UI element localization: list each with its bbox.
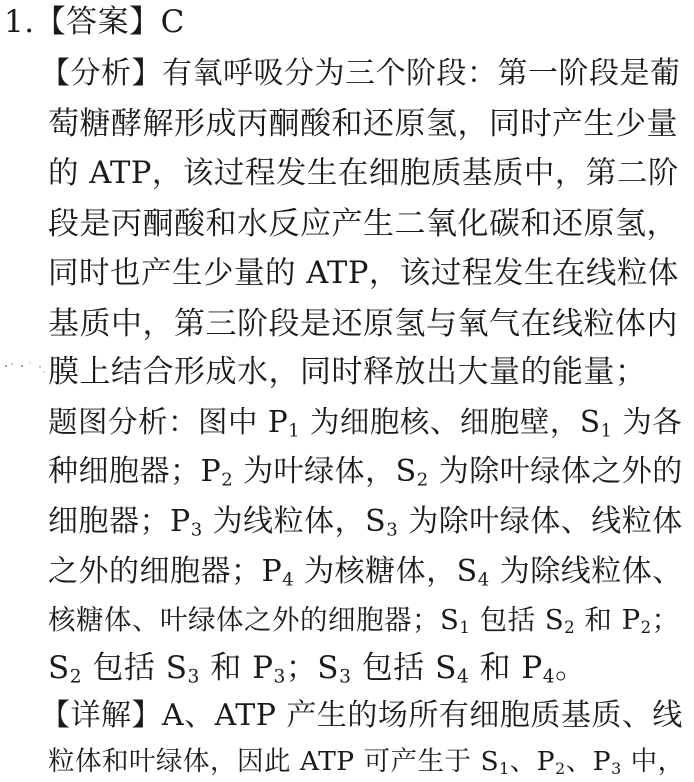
figure-analysis-line-1: [48, 402, 682, 442]
subscript: 1: [499, 758, 510, 778]
subscript: 1: [288, 421, 300, 442]
analysis-text: 基质中，第三阶段是还原氢与氧气在线粒体内: [48, 306, 678, 342]
text-run: 之外的细胞器；P: [48, 554, 283, 589]
analysis-line-3: [48, 154, 679, 194]
text-run: 粒体和叶绿体，因此 ATP 可产生于 S: [48, 746, 500, 777]
text-run: 为核糖体，S: [294, 554, 478, 589]
analysis-text: 萄糖酵解形成丙酮酸和还原氢，同时产生少量: [48, 106, 678, 142]
analysis-line-1: [40, 54, 681, 94]
analysis-line-7: [48, 352, 647, 392]
text-run: 包括 S: [82, 650, 188, 686]
subscript: 2: [416, 469, 429, 491]
subscript: 3: [187, 666, 200, 688]
text-run: S: [48, 650, 70, 686]
text-run: 中，: [621, 746, 685, 777]
subscript: 2: [221, 469, 234, 491]
text-run: 、P: [509, 746, 556, 777]
text-run: 为除叶绿体之外的: [428, 454, 683, 489]
text-run: A、ATP 产生的场所有细胞质基质、线: [162, 698, 683, 733]
subscript: 2: [564, 618, 576, 638]
subscript: 4: [477, 569, 490, 591]
analysis-text: 的 ATP，该过程发生在细胞质基质中，第二阶: [48, 156, 679, 191]
subscript: 4: [542, 666, 556, 688]
text-run: ；: [651, 604, 680, 636]
analysis-text: 段是丙酮酸和水反应产生二氧化碳和还原氢，: [48, 206, 678, 242]
text-run: 。: [555, 650, 587, 686]
text-run: 为细胞核、细胞壁，S: [300, 405, 601, 439]
answer-value: C: [160, 4, 185, 40]
text-run: 和 P: [469, 650, 543, 686]
figure-analysis-line-3: [48, 502, 683, 542]
detail-line-1: [40, 696, 683, 736]
figure-analysis-line-4: [48, 552, 683, 592]
text-run: 为叶绿体，S: [233, 454, 417, 489]
text-run: 为线粒体，S: [202, 504, 387, 539]
text-run: 为各: [612, 405, 683, 439]
text-run: 种细胞器；P: [48, 454, 222, 489]
text-run: 、P: [565, 746, 612, 777]
analysis-text: 有氧呼吸分为三个阶段：第一阶段是葡: [162, 56, 681, 91]
text-run: 和 P: [199, 650, 274, 686]
subscript: 1: [459, 618, 471, 638]
subscript: 2: [640, 618, 652, 638]
text-run: 题图分析：图中 P: [48, 405, 289, 439]
text-run: 为除叶绿体、线粒体: [398, 504, 683, 539]
detail-line-2: [48, 742, 685, 782]
text-run: 包括 S: [351, 650, 457, 686]
answer-line: [4, 2, 185, 42]
figure-analysis-line-2: [48, 452, 683, 492]
figure-analysis-line-6: [48, 648, 587, 688]
scan-specks: [0, 360, 48, 380]
text-run: 为除线粒体、: [489, 554, 683, 589]
text-run: 包括 S: [470, 604, 565, 636]
question-number: 1.: [4, 4, 35, 40]
analysis-line-4: [48, 204, 678, 244]
subscript: 3: [339, 666, 352, 688]
detail-label: 【详解】: [40, 698, 162, 733]
subscript: 2: [555, 758, 566, 778]
analysis-line-5: [48, 254, 679, 294]
figure-analysis-line-5: [48, 600, 680, 640]
subscript: 3: [386, 519, 399, 541]
text-run: ；S: [285, 650, 340, 686]
text-run: 核糖体、叶绿体之外的细胞器；S: [48, 604, 460, 636]
answer-label: 【答案】: [34, 4, 161, 40]
subscript: 2: [69, 666, 83, 688]
subscript: 4: [456, 666, 470, 688]
subscript: 3: [611, 758, 622, 778]
analysis-line-2: [48, 104, 678, 144]
subscript: 1: [600, 421, 613, 442]
analysis-label: 【分析】: [40, 56, 162, 91]
subscript: 3: [273, 666, 286, 688]
text-run: 细胞器；P: [48, 504, 191, 539]
text-run: 和 P: [575, 604, 641, 636]
analysis-text: 同时也产生少量的 ATP，该过程发生在线粒体: [48, 256, 679, 291]
subscript: 4: [282, 569, 295, 591]
subscript: 3: [190, 519, 203, 541]
analysis-text: 膜上结合形成水，同时释放出大量的能量；: [48, 354, 647, 390]
analysis-line-6: [48, 304, 678, 344]
